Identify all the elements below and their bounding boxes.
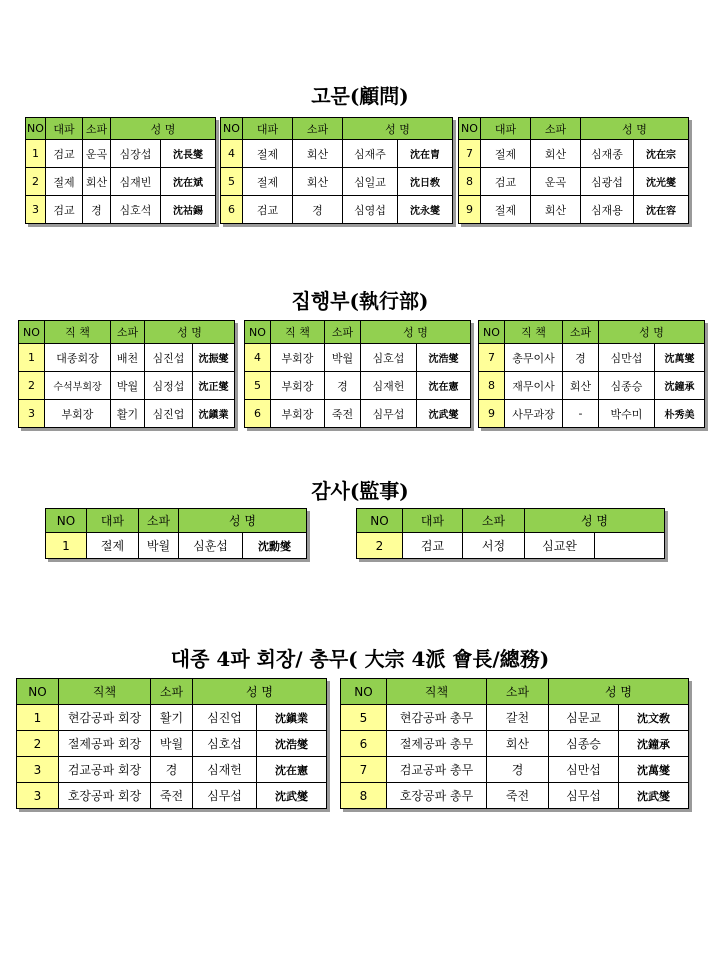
executives-table-3 — [478, 320, 705, 428]
header-no: NO — [341, 679, 387, 705]
row-name: 심호석 — [111, 196, 161, 224]
header-daepa: 대파 — [243, 118, 293, 140]
row-hanja: 沈武燮 — [417, 400, 471, 428]
table-header-row — [221, 118, 453, 140]
row-daepa: 절제 — [481, 196, 531, 224]
row-no: 9 — [479, 400, 505, 428]
row-hanja: 沈鐘承 — [619, 731, 689, 757]
table-row — [459, 140, 689, 168]
header-role: 직 책 — [271, 321, 325, 344]
row-name: 심장섭 — [111, 140, 161, 168]
header-name: 성 명 — [179, 509, 307, 533]
row-name: 심재빈 — [111, 168, 161, 196]
row-sopa: 박월 — [325, 344, 361, 372]
table-row — [341, 731, 689, 757]
branch-heads-table-2 — [340, 678, 689, 809]
row-no: 7 — [479, 344, 505, 372]
row-no: 4 — [221, 140, 243, 168]
row-name: 심무섭 — [361, 400, 417, 428]
header-name: 성 명 — [193, 679, 327, 705]
row-no: 6 — [341, 731, 387, 757]
row-name: 심진업 — [145, 400, 193, 428]
row-sopa: 박월 — [151, 731, 193, 757]
row-sopa: 죽전 — [487, 783, 549, 809]
table-row — [221, 140, 453, 168]
row-daepa: 검교 — [243, 196, 293, 224]
row-name: 심재용 — [581, 196, 634, 224]
row-no: 1 — [46, 533, 87, 559]
row-daepa: 절제 — [243, 140, 293, 168]
row-role: 현감공파 총무 — [387, 705, 487, 731]
header-role: 직책 — [59, 679, 151, 705]
header-role: 직 책 — [505, 321, 563, 344]
header-daepa: 대파 — [46, 118, 83, 140]
header-name: 성 명 — [581, 118, 689, 140]
row-name: 심광섭 — [581, 168, 634, 196]
row-sopa: 운곡 — [83, 140, 111, 168]
row-sopa: 활기 — [111, 400, 145, 428]
row-no: 8 — [479, 372, 505, 400]
executives-table-1 — [18, 320, 235, 428]
table-row — [459, 196, 689, 224]
row-hanja: 沈日敎 — [398, 168, 453, 196]
row-no: 3 — [26, 196, 46, 224]
row-name: 심무섭 — [193, 783, 257, 809]
header-no: NO — [221, 118, 243, 140]
table-row — [221, 196, 453, 224]
row-role: 재무이사 — [505, 372, 563, 400]
row-name: 심일교 — [343, 168, 398, 196]
table-row — [46, 533, 307, 559]
row-name: 심재주 — [343, 140, 398, 168]
row-sopa: 경 — [83, 196, 111, 224]
row-sopa: 회산 — [293, 140, 343, 168]
table-row — [17, 731, 327, 757]
row-hanja: 沈勳燮 — [243, 533, 307, 559]
header-name: 성 명 — [361, 321, 471, 344]
row-role: 호장공파 회장 — [59, 783, 151, 809]
table-row — [341, 783, 689, 809]
row-role: 부회장 — [271, 372, 325, 400]
row-no: 1 — [19, 344, 45, 372]
row-no: 2 — [17, 731, 59, 757]
row-sopa: - — [563, 400, 599, 428]
row-hanja: 沈武燮 — [619, 783, 689, 809]
row-hanja: 沈萬燮 — [619, 757, 689, 783]
row-sopa: 배천 — [111, 344, 145, 372]
row-sopa: 박월 — [111, 372, 145, 400]
auditors-title: 감사(監事) — [311, 479, 409, 503]
row-no: 1 — [17, 705, 59, 731]
advisors-title: 고문(顧問) — [311, 84, 409, 108]
table-row — [479, 372, 705, 400]
row-no: 8 — [341, 783, 387, 809]
header-no: NO — [26, 118, 46, 140]
row-name: 심정섭 — [145, 372, 193, 400]
header-no: NO — [357, 509, 403, 533]
row-hanja: 沈光燮 — [634, 168, 689, 196]
row-sopa: 운곡 — [531, 168, 581, 196]
advisors-table-3 — [458, 117, 689, 224]
row-no: 3 — [17, 783, 59, 809]
row-sopa: 경 — [487, 757, 549, 783]
header-daepa: 대파 — [481, 118, 531, 140]
header-no: NO — [17, 679, 59, 705]
header-no: NO — [459, 118, 481, 140]
branch-heads-table-1 — [16, 678, 327, 809]
table-row — [479, 400, 705, 428]
auditors-table-1 — [45, 508, 307, 559]
row-daepa: 검교 — [46, 196, 83, 224]
row-sopa: 죽전 — [151, 783, 193, 809]
row-no: 2 — [19, 372, 45, 400]
table-row — [459, 168, 689, 196]
row-sopa: 회산 — [487, 731, 549, 757]
table-row — [221, 168, 453, 196]
executives-table-2 — [244, 320, 471, 428]
row-no: 1 — [26, 140, 46, 168]
row-no: 6 — [245, 400, 271, 428]
row-no: 3 — [17, 757, 59, 783]
row-hanja: 沈在憲 — [417, 372, 471, 400]
row-no: 8 — [459, 168, 481, 196]
row-name: 심재헌 — [193, 757, 257, 783]
header-role: 직책 — [387, 679, 487, 705]
table-row — [17, 757, 327, 783]
row-no: 6 — [221, 196, 243, 224]
table-header-row — [26, 118, 216, 140]
row-hanja: 沈祜錫 — [161, 196, 216, 224]
row-sopa: 갈천 — [487, 705, 549, 731]
row-name: 심진업 — [193, 705, 257, 731]
table-row — [245, 400, 471, 428]
row-name: 박수미 — [599, 400, 655, 428]
row-role: 대종회장 — [45, 344, 111, 372]
row-sopa: 회산 — [531, 196, 581, 224]
row-no: 2 — [26, 168, 46, 196]
table-row — [26, 196, 216, 224]
row-role: 호장공파 총무 — [387, 783, 487, 809]
row-sopa: 활기 — [151, 705, 193, 731]
row-name: 심재헌 — [361, 372, 417, 400]
table-header-row — [17, 679, 327, 705]
table-row — [245, 344, 471, 372]
table-header-row — [479, 321, 705, 344]
row-role: 수석부회장 — [45, 372, 111, 400]
row-daepa: 절제 — [243, 168, 293, 196]
table-row — [341, 757, 689, 783]
table-header-row — [46, 509, 307, 533]
row-role: 사무과장 — [505, 400, 563, 428]
row-sopa: 서정 — [463, 533, 525, 559]
row-hanja: 沈在憲 — [257, 757, 327, 783]
table-row — [17, 783, 327, 809]
table-header-row — [459, 118, 689, 140]
row-no: 4 — [245, 344, 271, 372]
row-hanja: 沈文敎 — [619, 705, 689, 731]
header-sopa: 소파 — [151, 679, 193, 705]
row-hanja — [595, 533, 665, 559]
header-name: 성 명 — [343, 118, 453, 140]
row-sopa: 경 — [325, 372, 361, 400]
header-sopa: 소파 — [83, 118, 111, 140]
header-sopa: 소파 — [487, 679, 549, 705]
row-no: 9 — [459, 196, 481, 224]
header-daepa: 대파 — [403, 509, 463, 533]
header-name: 성 명 — [525, 509, 665, 533]
row-name: 심만섭 — [599, 344, 655, 372]
header-sopa: 소파 — [531, 118, 581, 140]
table-row — [19, 344, 235, 372]
row-name: 심재종 — [581, 140, 634, 168]
table-row — [26, 168, 216, 196]
header-name: 성 명 — [599, 321, 705, 344]
row-hanja: 沈浩燮 — [257, 731, 327, 757]
table-header-row — [341, 679, 689, 705]
row-no: 5 — [245, 372, 271, 400]
row-role: 검교공파 회장 — [59, 757, 151, 783]
row-sopa: 경 — [151, 757, 193, 783]
row-name: 심호섭 — [193, 731, 257, 757]
row-hanja: 沈長燮 — [161, 140, 216, 168]
row-daepa: 절제 — [46, 168, 83, 196]
row-hanja: 沈鎭業 — [257, 705, 327, 731]
row-name: 심종승 — [549, 731, 619, 757]
row-role: 절제공파 회장 — [59, 731, 151, 757]
header-name: 성 명 — [111, 118, 216, 140]
branch-heads-title: 대종 4파 회장/ 총무( 大宗 4派 會長/總務) — [170, 647, 550, 671]
header-sopa: 소파 — [463, 509, 525, 533]
row-role: 부회장 — [45, 400, 111, 428]
row-daepa: 절제 — [481, 140, 531, 168]
header-sopa: 소파 — [293, 118, 343, 140]
row-sopa: 박월 — [139, 533, 179, 559]
row-name: 심무섭 — [549, 783, 619, 809]
row-no: 7 — [459, 140, 481, 168]
row-sopa: 회산 — [83, 168, 111, 196]
row-hanja: 沈振燮 — [193, 344, 235, 372]
row-hanja: 沈永燮 — [398, 196, 453, 224]
header-role: 직 책 — [45, 321, 111, 344]
header-name: 성 명 — [145, 321, 235, 344]
row-role: 부회장 — [271, 344, 325, 372]
row-hanja: 沈在斌 — [161, 168, 216, 196]
row-role: 절제공파 총무 — [387, 731, 487, 757]
row-hanja: 沈浩燮 — [417, 344, 471, 372]
row-sopa: 회산 — [531, 140, 581, 168]
header-sopa: 소파 — [563, 321, 599, 344]
table-row — [357, 533, 665, 559]
row-name: 심교완 — [525, 533, 595, 559]
row-hanja: 沈在宗 — [634, 140, 689, 168]
table-row — [26, 140, 216, 168]
header-sopa: 소파 — [111, 321, 145, 344]
row-name: 심영섭 — [343, 196, 398, 224]
advisors-table-1 — [25, 117, 216, 224]
table-row — [17, 705, 327, 731]
auditors-table-2 — [356, 508, 665, 559]
row-role: 부회장 — [271, 400, 325, 428]
table-header-row — [245, 321, 471, 344]
row-role: 현감공파 회장 — [59, 705, 151, 731]
table-header-row — [19, 321, 235, 344]
table-row — [245, 372, 471, 400]
executives-title: 집행부(執行部) — [291, 289, 429, 313]
header-no: NO — [19, 321, 45, 344]
row-role: 총무이사 — [505, 344, 563, 372]
row-name: 심진섭 — [145, 344, 193, 372]
row-hanja: 沈在胄 — [398, 140, 453, 168]
header-no: NO — [245, 321, 271, 344]
row-daepa: 검교 — [46, 140, 83, 168]
row-no: 2 — [357, 533, 403, 559]
row-no: 5 — [221, 168, 243, 196]
table-row — [479, 344, 705, 372]
row-hanja: 沈鎭業 — [193, 400, 235, 428]
row-name: 심만섭 — [549, 757, 619, 783]
row-daepa: 검교 — [481, 168, 531, 196]
row-hanja: 朴秀美 — [655, 400, 705, 428]
header-no: NO — [46, 509, 87, 533]
table-row — [19, 400, 235, 428]
row-no: 5 — [341, 705, 387, 731]
row-no: 3 — [19, 400, 45, 428]
row-hanja: 沈在容 — [634, 196, 689, 224]
advisors-table-2 — [220, 117, 453, 224]
row-name: 심호섭 — [361, 344, 417, 372]
row-hanja: 沈正燮 — [193, 372, 235, 400]
header-daepa: 대파 — [87, 509, 139, 533]
row-sopa: 죽전 — [325, 400, 361, 428]
row-name: 심훈섭 — [179, 533, 243, 559]
row-sopa: 회산 — [293, 168, 343, 196]
row-daepa: 절제 — [87, 533, 139, 559]
row-name: 심문교 — [549, 705, 619, 731]
header-sopa: 소파 — [139, 509, 179, 533]
header-name: 성 명 — [549, 679, 689, 705]
row-sopa: 경 — [563, 344, 599, 372]
row-hanja: 沈武燮 — [257, 783, 327, 809]
table-row — [19, 372, 235, 400]
header-sopa: 소파 — [325, 321, 361, 344]
row-name: 심종승 — [599, 372, 655, 400]
row-sopa: 경 — [293, 196, 343, 224]
table-row — [341, 705, 689, 731]
row-hanja: 沈鐘承 — [655, 372, 705, 400]
header-no: NO — [479, 321, 505, 344]
table-header-row — [357, 509, 665, 533]
row-no: 7 — [341, 757, 387, 783]
row-hanja: 沈萬燮 — [655, 344, 705, 372]
row-sopa: 회산 — [563, 372, 599, 400]
row-daepa: 검교 — [403, 533, 463, 559]
row-role: 검교공파 총무 — [387, 757, 487, 783]
